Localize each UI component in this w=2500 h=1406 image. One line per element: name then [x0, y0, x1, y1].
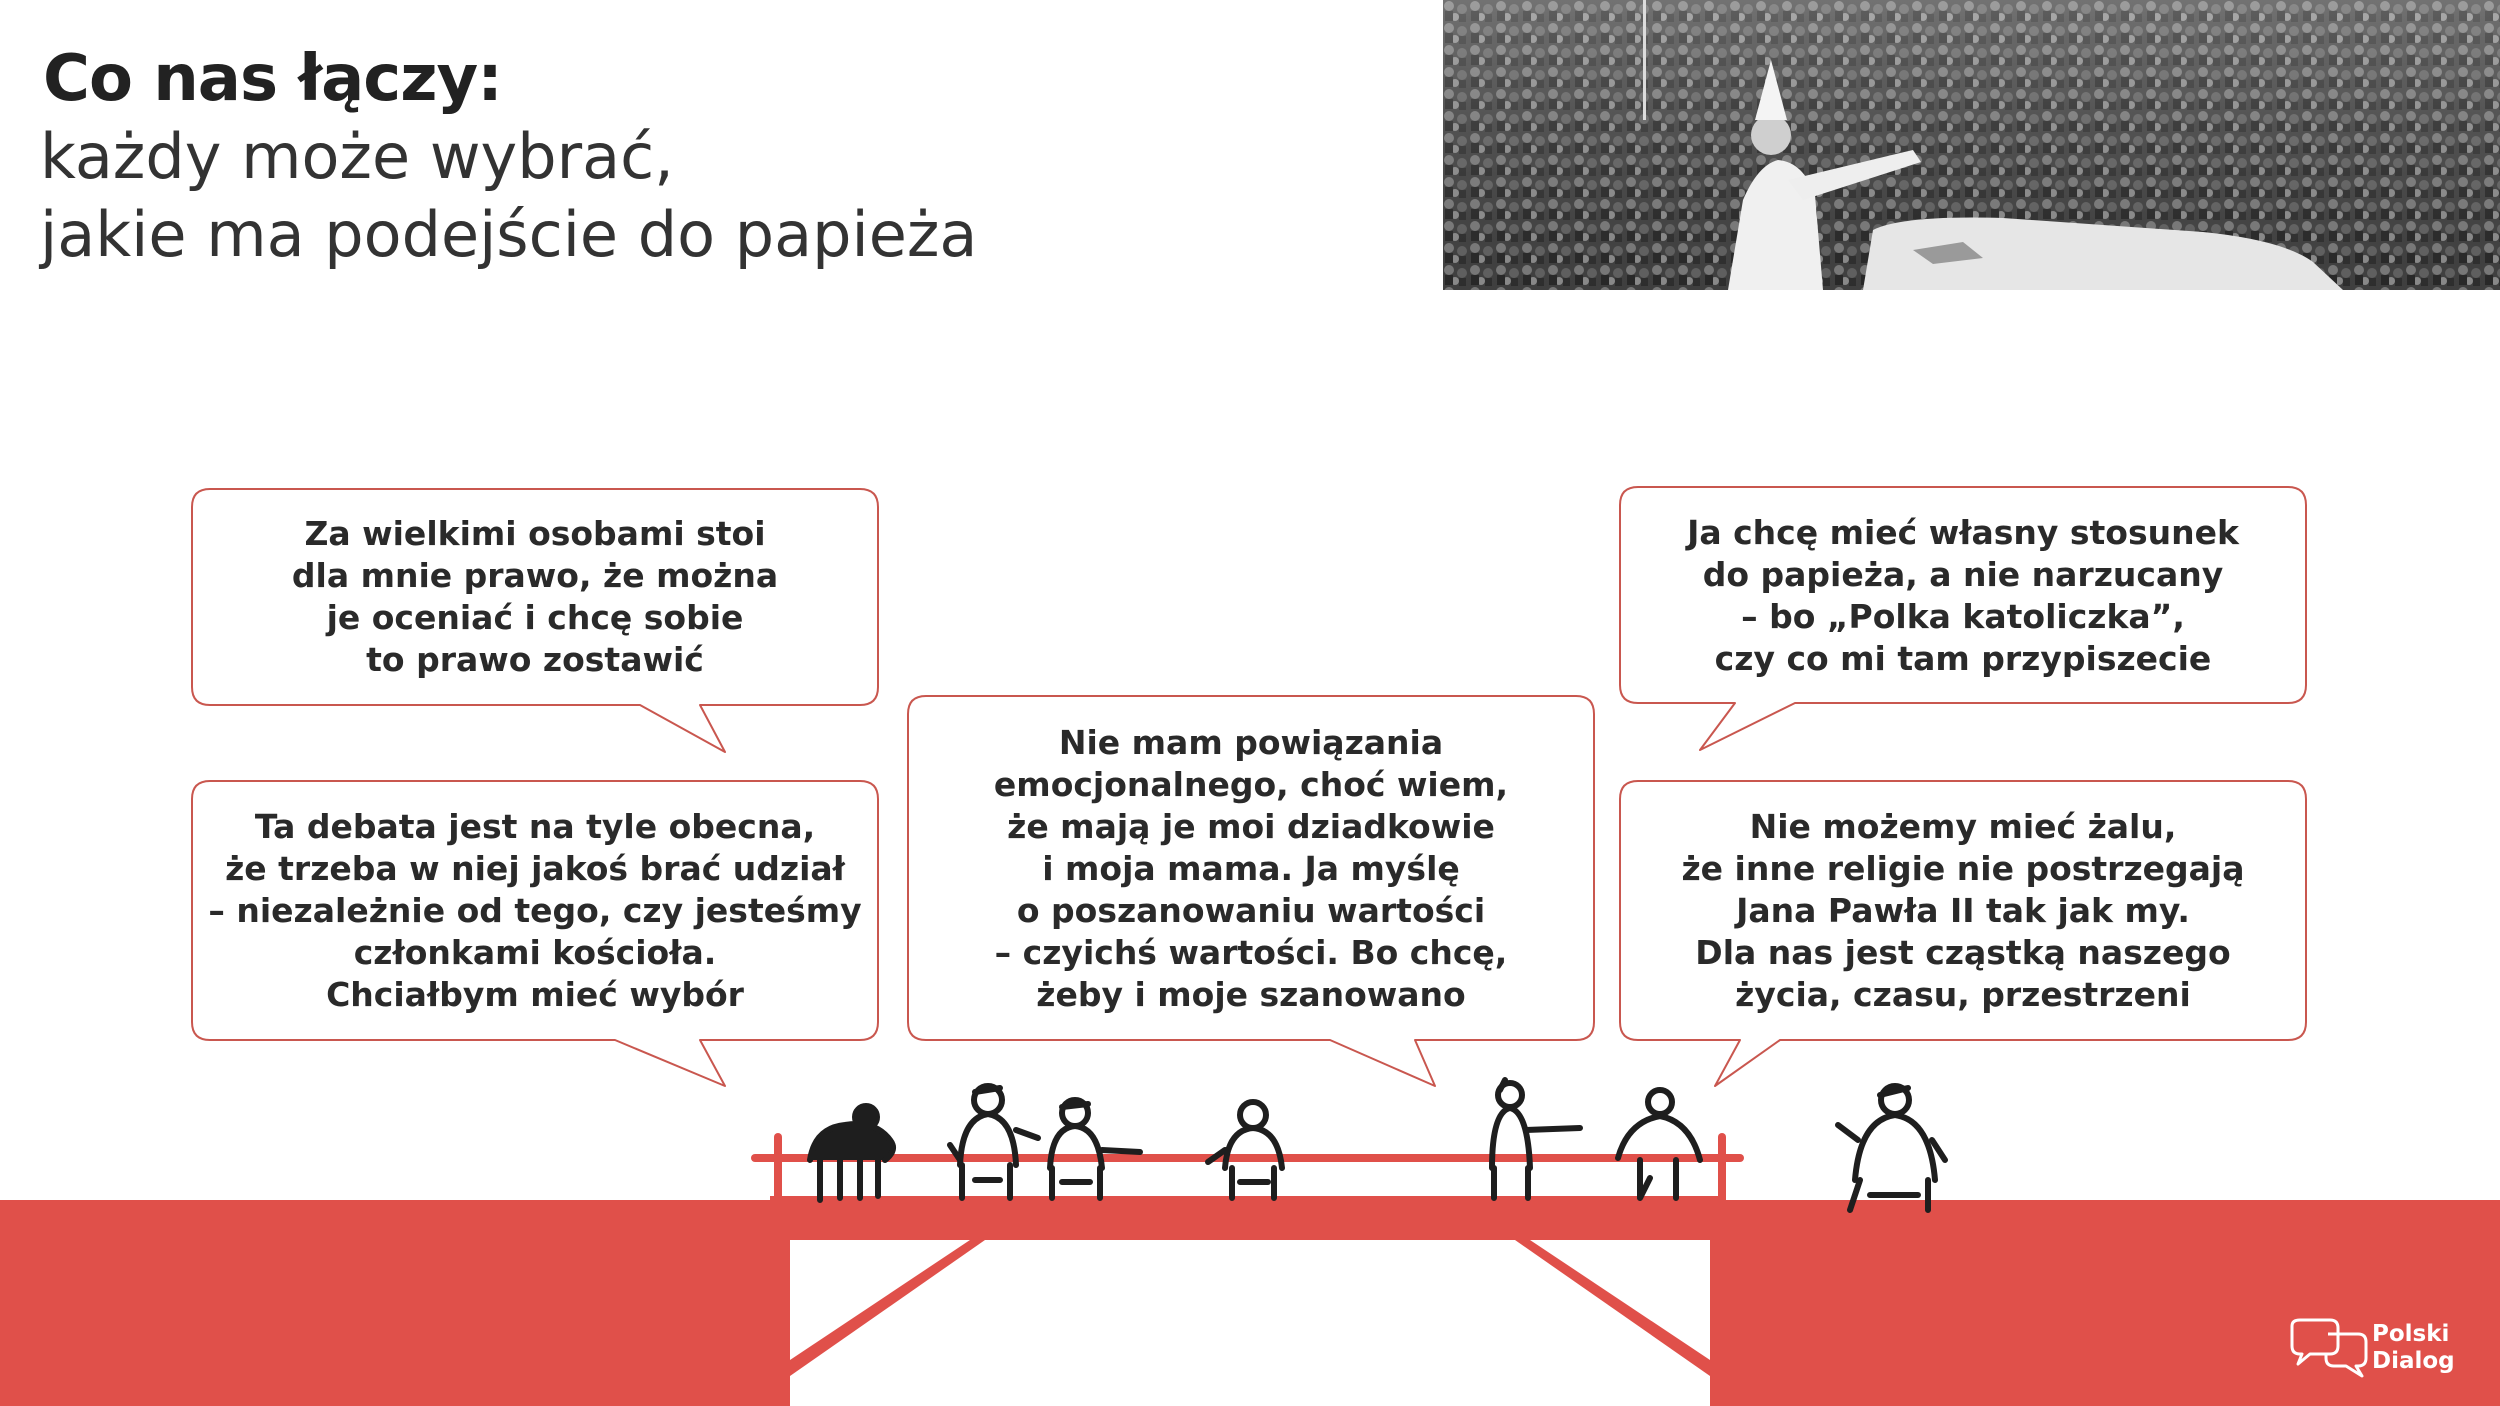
quote-bottom-left: Ta debata jest na tyle obecna, że trzeba w niej jakoś brać udział – niezależnie od tego, czy jesteśmy członkami kościoła. Chciałbym mieć wybór — [208, 807, 862, 1014]
cliff-left — [0, 1240, 790, 1406]
quote-bottom-right: Nie możemy mieć żalu, że inne religie nie postrzegają Jana Pawła II tak jak my. Dla nas jest cząstką naszego życia, czasu, przestrzeni — [1681, 807, 2245, 1014]
logo-line-2: Dialog — [2372, 1348, 2455, 1374]
figure-2 — [950, 1086, 1038, 1198]
logo-text — [2372, 1321, 2455, 1375]
ground-left — [0, 1200, 790, 1240]
quote-top-right: Ja chcę mieć własny stosunek do papieża, a nie narzucany – bo „Polka katoliczka”, czy co mi tam przypiszecie — [1687, 513, 2239, 678]
logo-line-1: Polski — [2372, 1321, 2450, 1347]
figure-4 — [1208, 1102, 1282, 1198]
bridge-deck — [770, 1196, 1720, 1240]
subtitle-line-2: jakie ma podejście do papieża — [40, 198, 978, 271]
quote-center: Nie mam powiązania emocjonalnego, choć wiem, że mają je moi dziadkowie i moja mama. Ja myślę o poszanowaniu wartości – czyichś wartości. Bo chcę, żeby i moje szanowano — [993, 723, 1509, 1014]
figure-6 — [1618, 1090, 1700, 1198]
figure-7 — [1838, 1086, 1945, 1210]
quote-top-left: Za wielkimi osobami stoi dla mnie prawo, że można je oceniać i chcę sobie to prawo zostawić — [291, 514, 779, 679]
figure-5 — [1492, 1080, 1580, 1198]
figure-1 — [810, 1106, 893, 1200]
subtitle-line-1: każdy może wybrać, — [40, 120, 674, 193]
title-bold: Co nas łączy: — [43, 42, 502, 116]
figure-3 — [1050, 1100, 1140, 1198]
